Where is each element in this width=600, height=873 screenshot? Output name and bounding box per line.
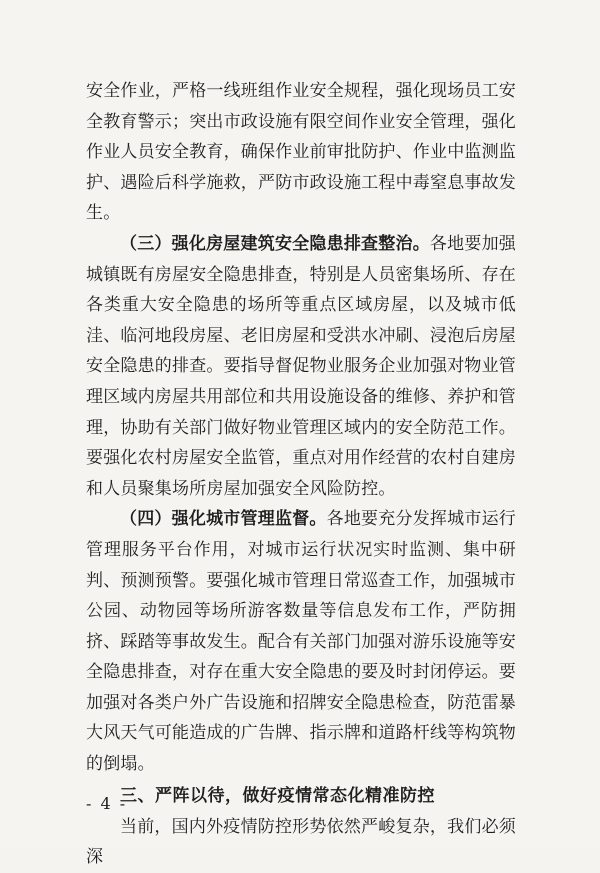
section-3-lead: （三）强化房屋建筑安全隐患排查整治。: [120, 233, 430, 254]
section-4-paragraph: [86, 504, 516, 779]
section-heading: 三、严阵以待，做好疫情常态化精准防控: [120, 785, 435, 806]
section-3-paragraph: [86, 229, 516, 504]
document-body: [86, 76, 516, 873]
section-3-text: 各地要加强城镇既有房屋安全隐患排查，特别是人员密集场所、存在各类重大安全隐患的场所等重点区域房屋，以及城市低洼、临河地段房屋、老旧房屋和受洪水冲刷、浸泡后房屋安全隐患的排查。要指导督促物业服务企业加强对物业管理区域内房屋共用部位和共用设施设备的维修、养护和管理，协助有关部门做好物业管理区域内的安全防范工作。要强化农村房屋安全监管，重点对用作经营的农村自建房和人员聚集场所房屋加强安全风险防控。: [86, 233, 516, 499]
paragraph: 当前，国内外疫情防控形势依然严峻复杂，我们必须深: [86, 816, 516, 868]
section-4-lead: （四）强化城市管理监督。: [120, 509, 327, 530]
page-number: - 4 -: [86, 794, 128, 813]
section-4-text: 各地要充分发挥城市运行管理服务平台作用，对城市运行状况实时监测、集中研判、预测预警。要强化城市管理日常巡查工作，加强城市公园、动物园等场所游客数量等信息发布工作，严防拥挤、踩踏等事故发生。配合有关部门加强对游乐设施等安全隐患排查，对存在重大安全隐患的要及时封闭停运。要加强对各类户外广告设施和招牌安全隐患检查，防范雷暴大风天气可能造成的广告牌、指示牌和道路杆线等构筑物的倒塌。: [86, 509, 517, 775]
paragraph: 安全作业，严格一线班组作业安全规程，强化现场员工安全教育警示；突出市政设施有限空间作业安全管理，强化作业人员安全教育，确保作业前审批防护、作业中监测监护、遇险后科学施救，严防市政设施工程中毒窒息事故发生。: [86, 81, 516, 224]
